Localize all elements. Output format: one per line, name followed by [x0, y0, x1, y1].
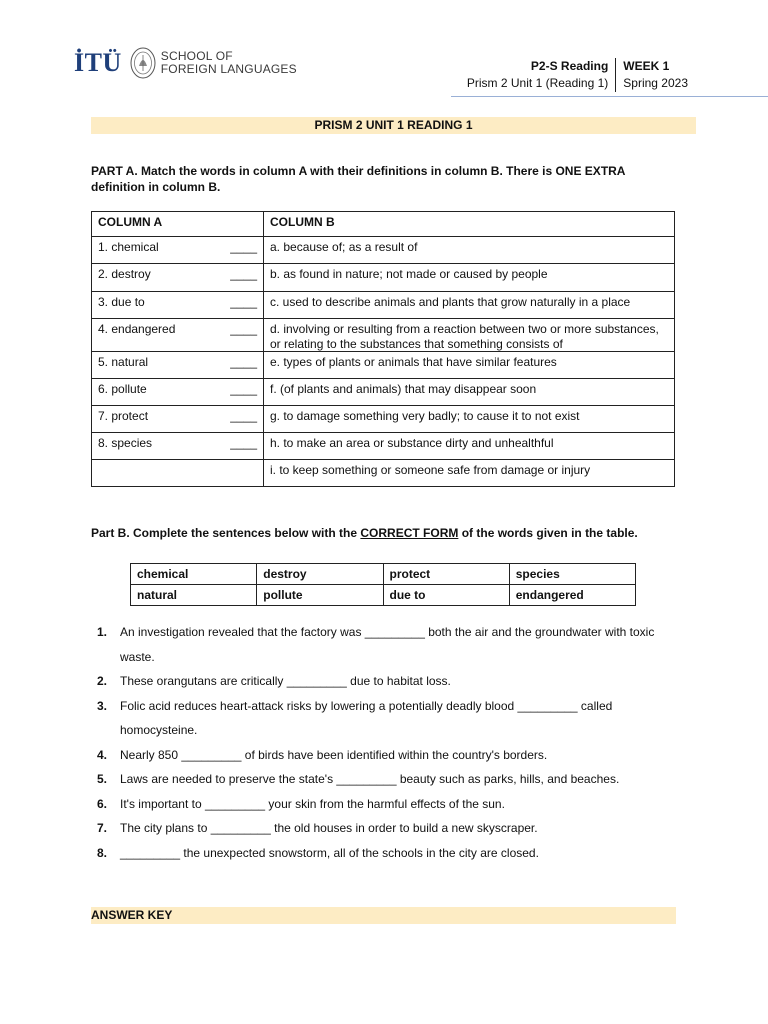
- sentence-number: 1.: [97, 625, 108, 639]
- sentence-text: An investigation revealed that the factory was _________ both the air and the groundwater with toxic waste.: [120, 625, 655, 664]
- sentence-list: [91, 620, 691, 865]
- word-a: 4. endangered: [98, 322, 176, 336]
- part-a-instruction: PART A. Match the words in column A with their definitions in column B. There is ONE EXTRA definition in column B.: [91, 164, 626, 194]
- word-bank-row: [131, 564, 636, 585]
- sentence-text: These orangutans are critically _________ due to habitat loss.: [120, 674, 451, 688]
- table-row: [92, 319, 675, 352]
- definition-b: h. to make an area or substance dirty and unhealthful: [264, 433, 675, 460]
- table-row: [92, 292, 675, 319]
- definition-b: i. to keep something or someone safe from damage or injury: [264, 460, 675, 487]
- list-item: [91, 841, 691, 866]
- word-bank-cell: due to: [383, 585, 509, 606]
- column-a-header: COLUMN A: [92, 212, 264, 237]
- word-bank-cell: pollute: [257, 585, 383, 606]
- word-a: 3. due to: [98, 295, 145, 309]
- list-item: [91, 620, 691, 669]
- sentence-text: Nearly 850 _________ of birds have been identified within the country's borders.: [120, 747, 548, 762]
- definition-b: b. as found in nature; not made or caused by people: [264, 264, 675, 292]
- sentence-text: Folic acid reduces heart-attack risks by lowering a potentially deadly blood _________ called homocysteine.: [120, 698, 613, 737]
- word-bank-cell: protect: [383, 564, 509, 585]
- answer-blank: ____: [230, 355, 257, 369]
- word-a: 5. natural: [98, 355, 149, 369]
- sentence-number: 7.: [97, 821, 108, 835]
- school-logo: [74, 46, 297, 80]
- header-course-info: [467, 58, 688, 92]
- table-row: [92, 237, 675, 264]
- definition-b: c. used to describe animals and plants that grow naturally in a place: [264, 292, 675, 319]
- course-name: P2-S Reading: [530, 59, 609, 73]
- word-bank-cell: chemical: [131, 564, 257, 585]
- word-bank-cell: species: [509, 564, 635, 585]
- part-b-instruction-post: of the words given in the table.: [458, 526, 638, 540]
- sentence-text: _________ the unexpected snowstorm, all of the schools in the city are closed.: [120, 845, 539, 860]
- word-a: 7. protect: [98, 409, 149, 423]
- list-item: [91, 767, 691, 792]
- part-b-instruction-pre: Part B. Complete the sentences below with the: [91, 526, 361, 540]
- sentence-number: 6.: [97, 796, 108, 811]
- definition-b: e. types of plants or animals that have similar features: [264, 352, 675, 379]
- answer-blank: ____: [230, 409, 257, 423]
- answer-key-heading: ANSWER KEY: [91, 907, 676, 924]
- answer-blank: ____: [230, 240, 257, 254]
- sentence-number: 5.: [97, 772, 108, 786]
- week-label: WEEK 1: [623, 59, 670, 73]
- word-a-empty: [92, 460, 264, 487]
- word-bank-cell: natural: [131, 585, 257, 606]
- word-a: 8. species: [98, 436, 153, 450]
- page-title: PRISM 2 UNIT 1 READING 1: [91, 117, 696, 134]
- table-row: [92, 379, 675, 406]
- school-name: [161, 50, 297, 76]
- sentence-number: 8.: [97, 845, 108, 860]
- table-row: [92, 406, 675, 433]
- word-bank-table: [130, 563, 636, 606]
- table-row: [92, 352, 675, 379]
- column-b-header: COLUMN B: [264, 212, 675, 237]
- answer-blank: ____: [230, 436, 257, 450]
- term-label: Spring 2023: [623, 76, 688, 90]
- matching-table: [91, 211, 675, 487]
- page-header: [74, 46, 754, 98]
- word-bank-row: [131, 585, 636, 606]
- answer-blank: ____: [230, 267, 257, 281]
- header-divider: [451, 96, 768, 97]
- word-a: 2. destroy: [98, 267, 151, 281]
- table-row: [92, 433, 675, 460]
- word-a: 1. chemical: [98, 240, 159, 254]
- definition-b: d. involving or resulting from a reaction between two or more substances, or relating to the substances that something consists of: [270, 322, 659, 351]
- list-item: [91, 743, 691, 768]
- part-b-instruction-emphasis: CORRECT FORM: [360, 526, 459, 540]
- definition-b: a. because of; as a result of: [264, 237, 675, 264]
- table-row: [92, 264, 675, 292]
- sentence-number: 4.: [97, 747, 108, 762]
- definition-b: g. to damage something very badly; to cause it to not exist: [264, 406, 675, 433]
- answer-blank: ____: [230, 322, 257, 336]
- sentence-text: It's important to _________ your skin from the harmful effects of the sun.: [120, 796, 505, 811]
- answer-blank: ____: [230, 382, 257, 396]
- school-name-line2: FOREIGN LANGUAGES: [160, 62, 297, 76]
- list-item: [91, 792, 691, 817]
- school-name-line1: SCHOOL OF: [160, 49, 233, 63]
- sentence-text: The city plans to _________ the old houses in order to build a new skyscraper.: [120, 821, 538, 835]
- table-header-row: [92, 212, 675, 237]
- answer-blank: ____: [230, 295, 257, 309]
- part-b-instruction: [91, 525, 711, 541]
- list-item: [91, 694, 691, 743]
- logo-itu-text: İTÜ: [74, 48, 122, 77]
- definition-b: f. (of plants and animals) that may disappear soon: [264, 379, 675, 406]
- table-row: [92, 460, 675, 487]
- unit-name: Prism 2 Unit 1 (Reading 1): [466, 76, 609, 90]
- word-bank-cell: endangered: [509, 585, 635, 606]
- word-a: 6. pollute: [98, 382, 147, 396]
- sentence-number: 2.: [97, 674, 108, 688]
- university-seal-icon: [130, 46, 156, 80]
- list-item: [91, 669, 691, 694]
- sentence-text: Laws are needed to preserve the state's _________ beauty such as parks, hills, and beaches.: [120, 772, 620, 786]
- sentence-number: 3.: [97, 698, 108, 713]
- word-bank-cell: destroy: [257, 564, 383, 585]
- list-item: [91, 816, 691, 841]
